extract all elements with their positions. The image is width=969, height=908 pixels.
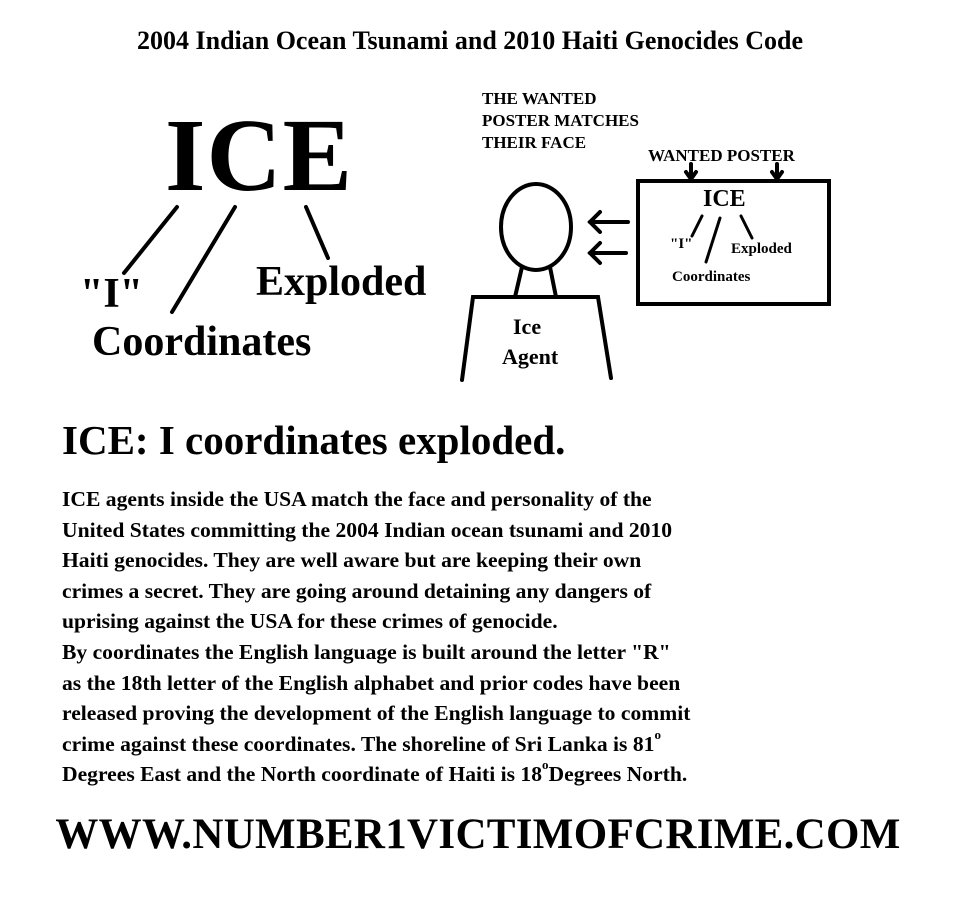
label-exploded: Exploded bbox=[256, 259, 427, 305]
poster-branch-i bbox=[692, 216, 702, 236]
poster-acronym: ICE bbox=[703, 186, 746, 212]
body-line: released proving the development of the English language to commit bbox=[62, 701, 691, 726]
agent-neck-left bbox=[515, 267, 522, 297]
agent-label-ice: Ice bbox=[513, 314, 542, 339]
branch-line-exploded bbox=[306, 207, 328, 258]
body-text bbox=[62, 484, 882, 790]
body-line bbox=[62, 759, 882, 790]
poster-branch-exploded bbox=[741, 216, 752, 238]
poster-title: WANTED POSTER bbox=[648, 146, 795, 165]
poster-coordinates: Coordinates bbox=[672, 269, 751, 285]
body-line-text: crime against these coordinates. The shoreline of Sri Lanka is 81 bbox=[62, 731, 655, 756]
body-line: as the 18th letter of the English alphabet and prior codes have been bbox=[62, 670, 681, 695]
body-line: Haiti genocides. They are well aware but are keeping their own bbox=[62, 548, 642, 573]
poster-letter-i: "I" bbox=[670, 236, 693, 252]
body-line: ICE agents inside the USA match the face and personality of the bbox=[62, 487, 652, 511]
poster-branch-coordinates bbox=[706, 218, 720, 262]
agent-head bbox=[501, 184, 571, 270]
agent-neck-right bbox=[550, 267, 556, 297]
degree-mark: o bbox=[654, 726, 661, 742]
face-note: THE WANTED POSTER MATCHES THEIR FACE bbox=[482, 89, 639, 152]
body-line: crimes a secret. They are going around detaining any dangers of bbox=[62, 578, 652, 603]
body-line: By coordinates the English language is built around the letter "R" bbox=[62, 639, 671, 664]
degree-mark: o bbox=[542, 757, 549, 773]
poster-exploded: Exploded bbox=[731, 241, 792, 257]
body-line-text: Degrees East and the North coordinate of Haiti is 18 bbox=[62, 762, 543, 787]
label-letter-i: "I" bbox=[80, 271, 143, 317]
website-url: WWW.NUMBER1VICTIMOFCRIME.COM bbox=[55, 811, 901, 858]
acronym-ice: ICE bbox=[165, 98, 353, 213]
label-coordinates: Coordinates bbox=[92, 319, 312, 365]
branch-line-coordinates bbox=[172, 207, 235, 312]
body-line: United States committing the 2004 Indian ocean tsunami and 2010 bbox=[62, 517, 673, 542]
branch-line-i bbox=[124, 207, 177, 273]
body-line-text: Degrees North. bbox=[548, 762, 688, 787]
agent-label-agent: Agent bbox=[502, 344, 559, 369]
body-line bbox=[62, 726, 882, 760]
headline: ICE: I coordinates exploded. bbox=[62, 417, 566, 463]
body-line: uprising against the USA for these crimes of genocide. bbox=[62, 609, 558, 634]
page-title: 2004 Indian Ocean Tsunami and 2010 Haiti Genocides Code bbox=[136, 26, 804, 55]
